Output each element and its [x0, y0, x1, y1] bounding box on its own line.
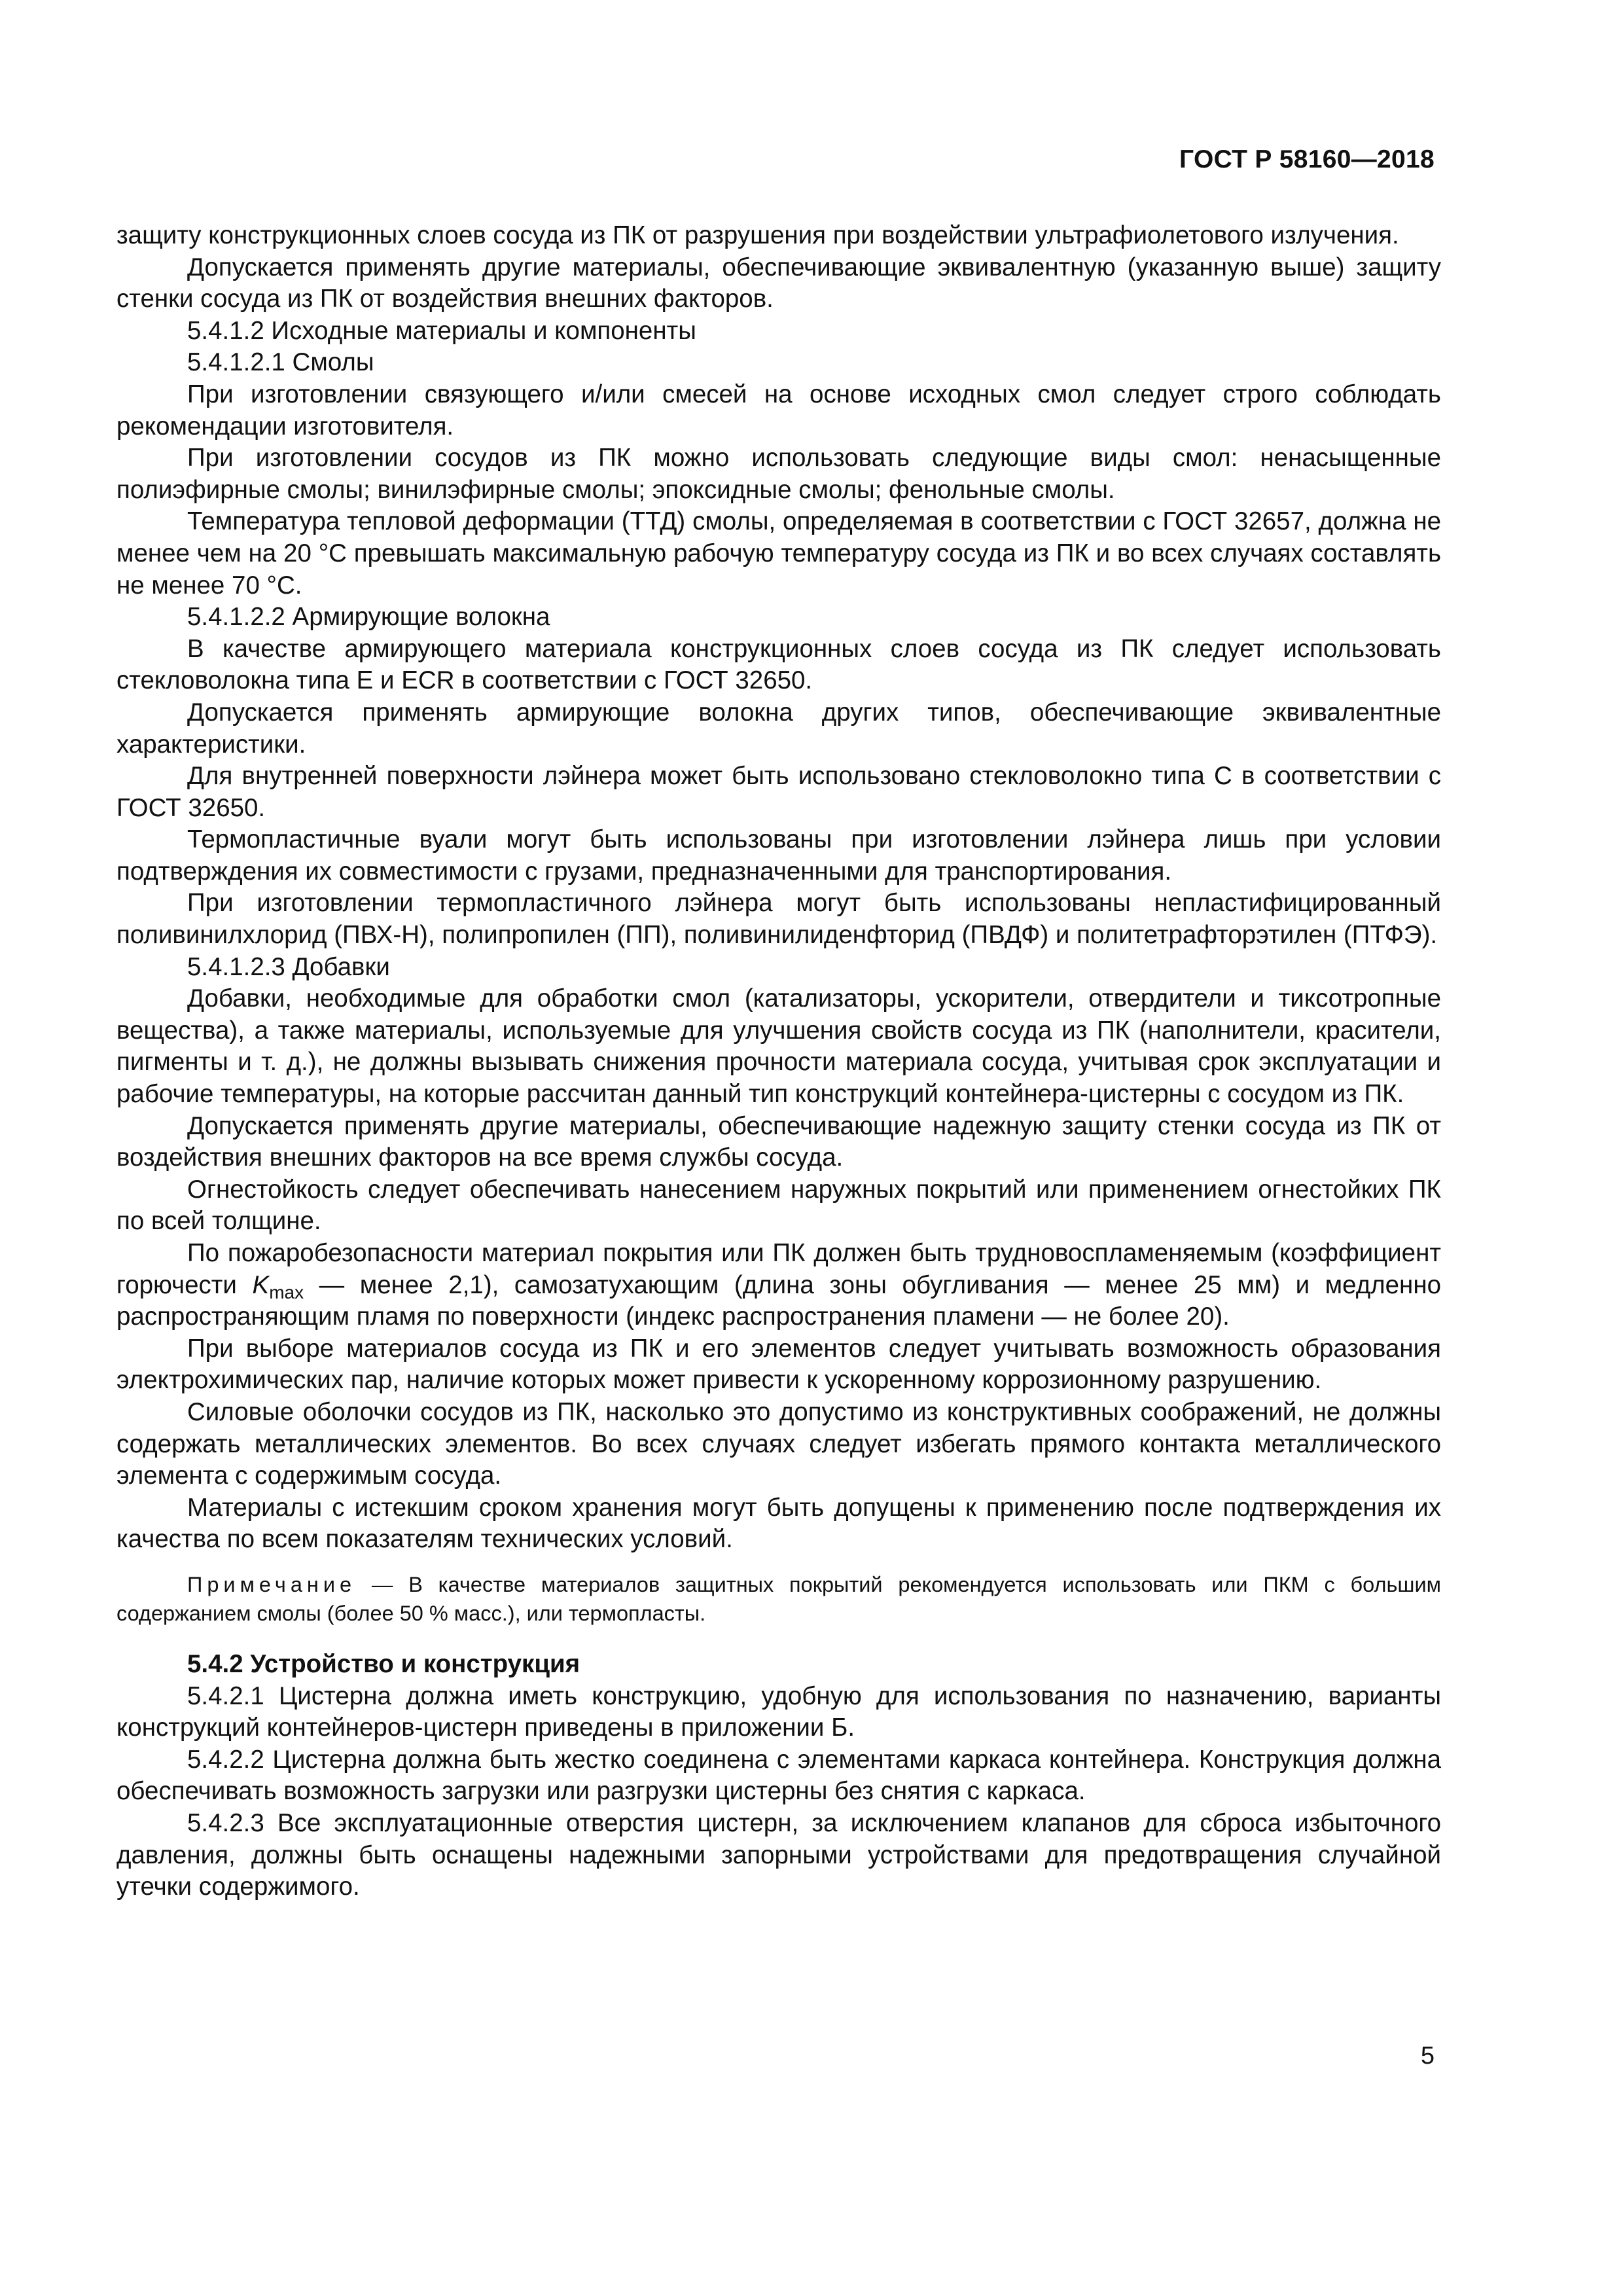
paragraph: Материалы с истекшим сроком хранения могут быть допущены к применению после подтверждения их качества по всем показателям технических условий. [116, 1493, 1441, 1554]
paragraph: Допускается применять армирующие волокна других типов, обеспечивающие эквивалентные характеристики. [116, 698, 1441, 759]
paragraph: В качестве армирующего материала конструкционных слоев сосуда из ПК следует использовать стекловолокна типа E и ECR в соответствии с ГОСТ 32650. [116, 634, 1441, 695]
text-run: — менее 2,1), самозатухающим (длина зоны обугливания — менее 25 мм) и медленно распространяющим пламя по поверхности (индекс распространения пламени — не более 20). [116, 1270, 1441, 1331]
paragraph: При изготовлении термопластичного лэйнера могут быть использованы непластифицированный поливинилхлорид (ПВХ-Н), полипропилен (ПП), поливинилиденфторид (ПВДФ) и политетрафторэтилен (ПТФЭ). [116, 889, 1441, 950]
paragraph: Силовые оболочки сосудов из ПК, насколько это допустимо из конструктивных соображений, не должны содержать металлических элементов. Во всех случаях следует избегать прямого контакта металлического элемента с содержимым сосуда. [116, 1397, 1441, 1490]
document-id-header: ГОСТ Р 58160—2018 [1179, 145, 1435, 173]
section-heading: 5.4.2 Устройство и конструкция [187, 1649, 580, 1678]
subsection-title: 5.4.1.2 Исходные материалы и компоненты [187, 316, 696, 345]
subsection-title: 5.4.1.2.3 Добавки [187, 952, 390, 981]
note-label: Примечание [187, 1572, 357, 1596]
note [116, 1570, 1441, 1628]
symbol-subscript: max [269, 1282, 304, 1302]
paragraph: Огнестойкость следует обеспечивать нанесением наружных покрытий или применением огнестойких ПК по всей толщине. [116, 1175, 1441, 1236]
paragraph-flammability [116, 1238, 1441, 1333]
paragraph: При выборе материалов сосуда из ПК и его элементов следует учитывать возможность образования электрохимических пар, наличие которых может привести к ускоренному коррозионному разрушению. [116, 1334, 1441, 1395]
page-number: 5 [1420, 2042, 1435, 2070]
paragraph: Допускается применять другие материалы, обеспечивающие надежную защиту стенки сосуда из ПК от воздействия внешних факторов на все время службы сосуда. [116, 1111, 1441, 1172]
paragraph: Допускается применять другие материалы, обеспечивающие эквивалентную (указанную выше) защиту стенки сосуда из ПК от воздействия внешних факторов. [116, 253, 1441, 314]
paragraph: Температура тепловой деформации (ТТД) смолы, определяемая в соответствии с ГОСТ 32657, должна не менее чем на 20 °С превышать максимальную рабочую температуру сосуда из ПК и во всех случаях составлять не менее 70 °С. [116, 507, 1441, 600]
paragraph: Термопластичные вуали могут быть использованы при изготовлении лэйнера лишь при условии подтверждения их совместимости с грузами, предназначенными для транспортирования. [116, 825, 1441, 886]
paragraph: защиту конструкционных слоев сосуда из ПК от разрушения при воздействии ультрафиолетового излучения. [116, 221, 1399, 249]
paragraph: 5.4.2.1 Цистерна должна иметь конструкцию, удобную для использования по назначению, варианты конструкций контейнеров-цистерн приведены в приложении Б. [116, 1681, 1441, 1742]
paragraph: Добавки, необходимые для обработки смол (катализаторы, ускорители, отвердители и тиксотропные вещества), а также материалы, используемые для улучшения свойств сосуда из ПК (наполнители, красители, пигменты и т. д.), не должны вызывать снижения прочности материала сосуда, учитывая срок эксплуатации и рабочие температуры, на которые рассчитан данный тип конструкций контейнера-цистерны с сосудом из ПК. [116, 984, 1441, 1109]
paragraph: 5.4.2.2 Цистерна должна быть жестко соединена с элементами каркаса контейнера. Конструкция должна обеспечивать возможность загрузки или разгрузки цистерны без снятия с каркаса. [116, 1745, 1441, 1806]
paragraph: Для внутренней поверхности лэйнера может быть использовано стекловолокно типа С в соответствии с ГОСТ 32650. [116, 762, 1441, 822]
paragraph: При изготовлении связующего и/или смесей на основе исходных смол следует строго соблюдать рекомендации изготовителя. [116, 380, 1441, 440]
document-body [116, 220, 1441, 1903]
paragraph: При изготовлении сосудов из ПК можно использовать следующие виды смол: ненасыщенные полиэфирные смолы; винилэфирные смолы; эпоксидные смолы; фенольные смолы. [116, 444, 1441, 504]
text-run: По пожаробезопасности материал покрытия или ПК должен быть трудновоспламеняемым (коэффициент горючести [116, 1239, 1441, 1299]
subsection-title: 5.4.1.2.2 Армирующие волокна [187, 603, 550, 632]
note-text: — В качестве материалов защитных покрытий рекомендуется использовать или ПКМ с большим содержанием смолы (более 50 % масс.), или термопласты. [116, 1572, 1441, 1625]
subsection-title: 5.4.1.2.1 Смолы [187, 348, 374, 377]
symbol-k: K [252, 1270, 270, 1299]
paragraph: 5.4.2.3 Все эксплуатационные отверстия цистерн, за исключением клапанов для сброса избыточного давления, должны быть оснащены надежными запорными устройствами для предотвращения случайной утечки содержимого. [116, 1808, 1441, 1901]
